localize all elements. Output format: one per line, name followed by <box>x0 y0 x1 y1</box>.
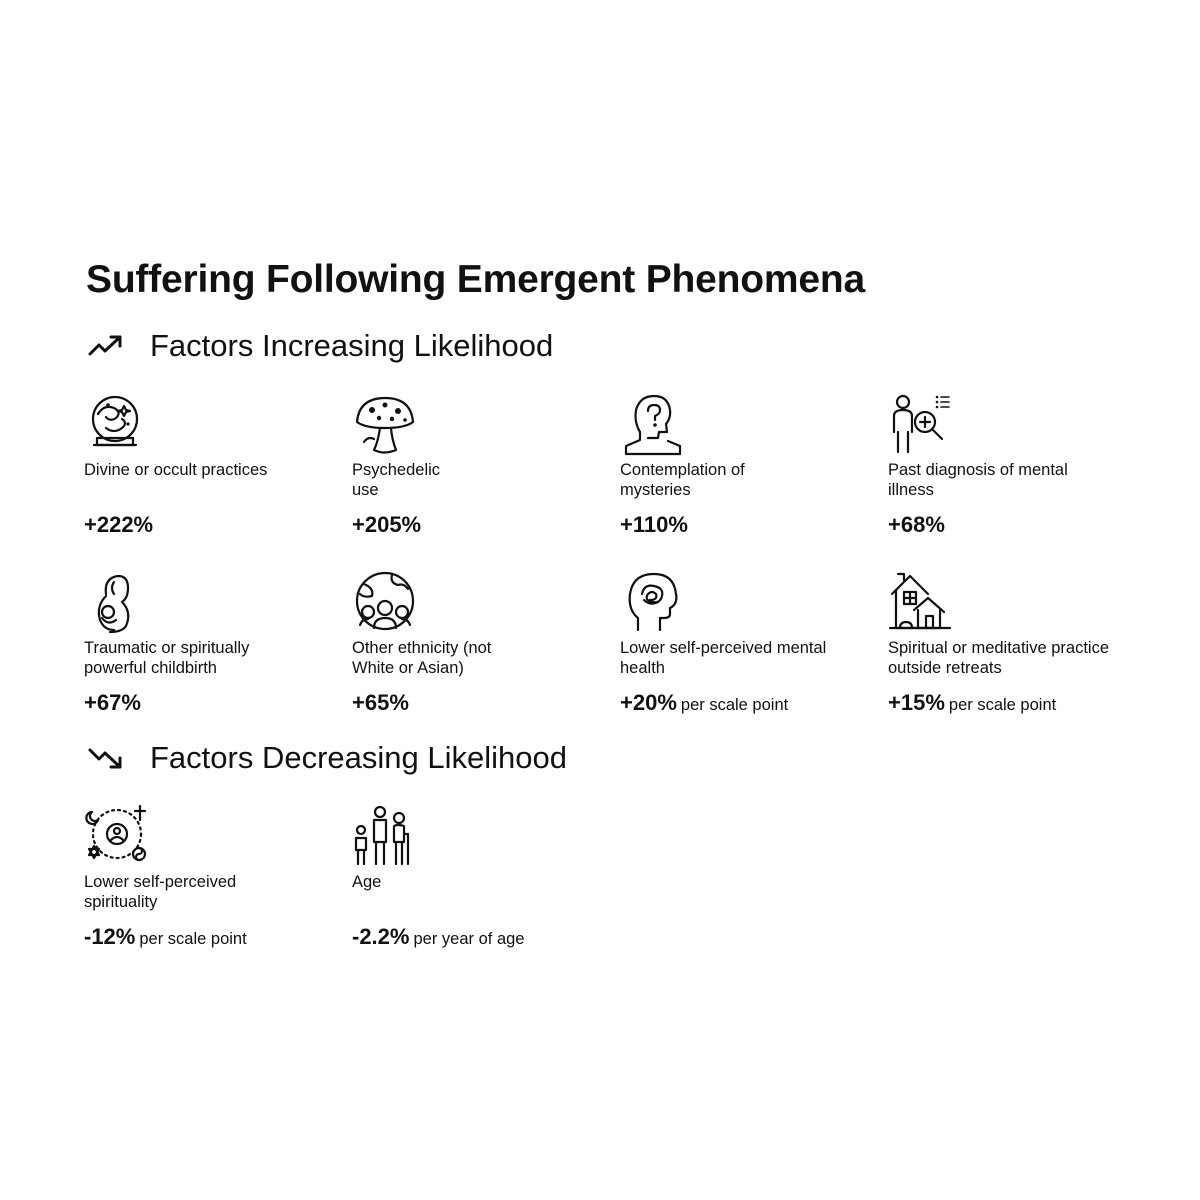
mother-child-icon <box>84 570 150 636</box>
factor-value: -2.2% <box>352 924 410 949</box>
factor-label: Psychedelic use <box>352 461 441 499</box>
factor-card <box>352 570 620 715</box>
factor-value: +205% <box>352 512 422 537</box>
section-decreasing-header <box>86 738 567 778</box>
factor-stat <box>620 690 788 716</box>
factor-stat <box>888 512 949 538</box>
factor-label: Age <box>352 873 382 891</box>
crystal-ball-icon <box>84 392 150 458</box>
factor-unit: per scale point <box>680 696 789 714</box>
house-icon <box>888 570 954 636</box>
factor-value: +68% <box>888 512 945 537</box>
factor-card <box>620 392 888 537</box>
factor-card <box>620 570 888 715</box>
mushroom-icon <box>352 392 418 458</box>
trend-up-icon <box>86 326 126 366</box>
factor-unit: per year of age <box>413 930 525 948</box>
factor-card <box>84 804 352 949</box>
religions-circle-icon <box>84 804 150 870</box>
factor-value: +65% <box>352 690 409 715</box>
factor-label: Traumatic or spiritually powerful childbirth <box>84 639 250 677</box>
factor-value: +110% <box>620 512 688 537</box>
factor-label: Divine or occult practices <box>84 461 268 479</box>
factor-label: Contemplation of mysteries <box>620 461 745 499</box>
factor-value: -12% <box>84 924 136 949</box>
factor-value: +20% <box>620 690 677 715</box>
section-increasing-title: Factors Increasing Likelihood <box>150 328 554 363</box>
factor-stat <box>84 924 247 950</box>
page-title: Suffering Following Emergent Phenomena <box>86 258 865 301</box>
factor-card <box>84 570 352 715</box>
factor-card <box>352 392 620 537</box>
factor-value: +222% <box>84 512 154 537</box>
factor-unit: per scale point <box>948 696 1057 714</box>
factor-stat <box>352 512 425 538</box>
question-head-icon <box>620 392 686 458</box>
section-decreasing-title: Factors Decreasing Likelihood <box>150 740 567 775</box>
medical-diagnosis-icon <box>888 392 954 458</box>
factor-card <box>888 392 1156 537</box>
factor-value: +67% <box>84 690 141 715</box>
factor-label: Lower self-perceived spirituality <box>84 873 237 911</box>
factor-label: Lower self-perceived mental health <box>620 639 827 677</box>
factor-card <box>888 570 1156 715</box>
factor-label: Other ethnicity (not White or Asian) <box>352 639 492 677</box>
factor-stat <box>888 690 1056 716</box>
factor-stat <box>84 690 145 716</box>
factor-label: Spiritual or meditative practice outside retreats <box>888 639 1110 677</box>
section-increasing-header <box>86 326 553 366</box>
factor-stat <box>620 512 692 538</box>
factor-unit: per scale point <box>139 930 247 948</box>
trend-down-icon <box>86 738 126 778</box>
diverse-people-globe-icon <box>352 570 418 636</box>
factor-label: Past diagnosis of mental illness <box>888 461 1068 499</box>
factor-card <box>84 392 352 537</box>
factor-stat <box>84 512 157 538</box>
factor-stat <box>352 924 524 950</box>
factor-stat <box>352 690 413 716</box>
factor-card <box>352 804 620 949</box>
factor-value: +15% <box>888 690 945 715</box>
age-stages-icon <box>352 804 418 870</box>
tangled-mind-icon <box>620 570 686 636</box>
